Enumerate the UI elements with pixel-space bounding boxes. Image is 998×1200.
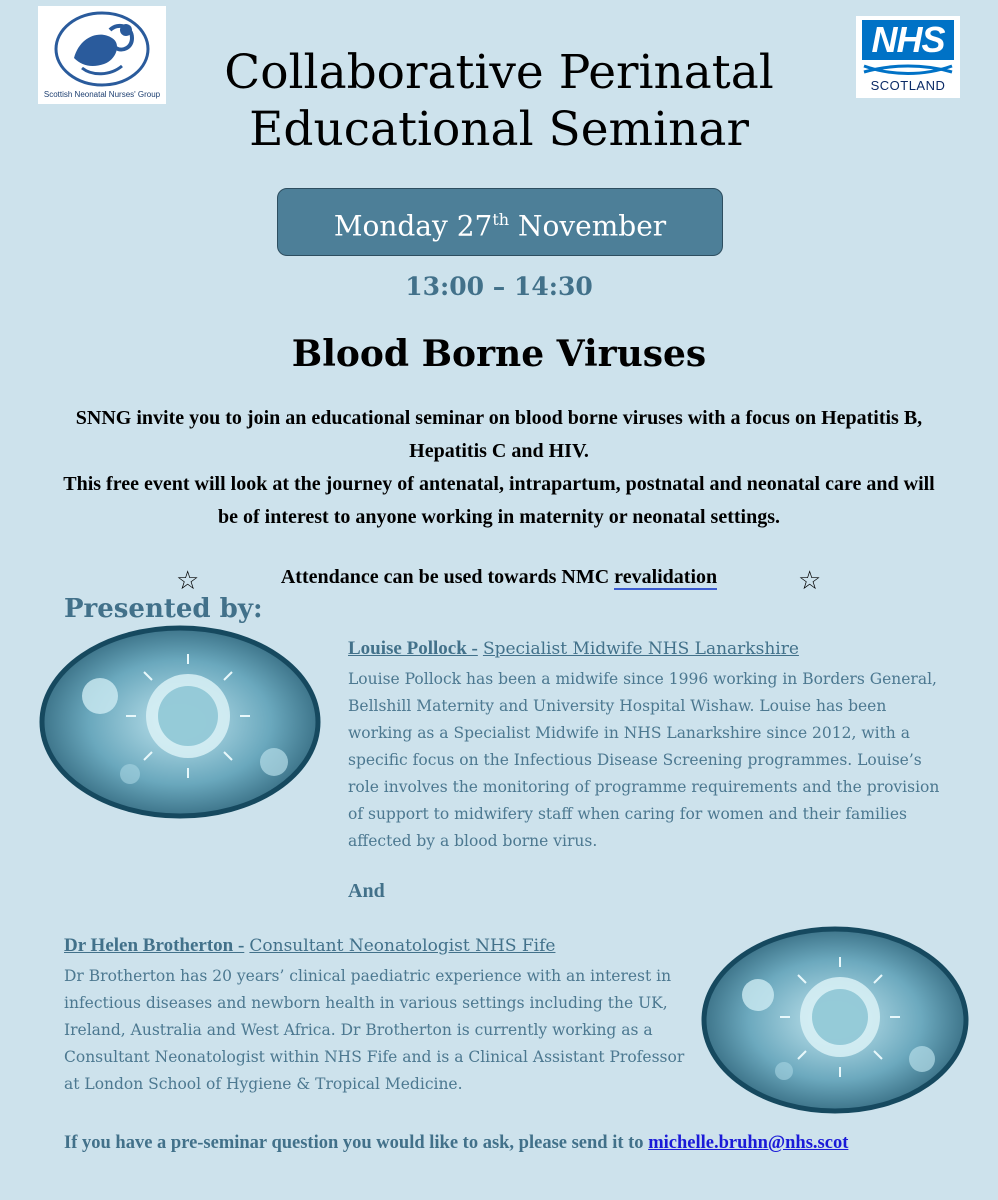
intro-paragraph-2: This free event will look at the journey of antenatal, intrapartum, postnatal and neonatal care and will be of interest to anyone working in maternity or neonatal settings. [63, 473, 935, 528]
speaker-1-role: Specialist Midwife NHS Lanarkshire [482, 639, 799, 659]
speaker-2-bio: Dr Brotherton has 20 years’ clinical paediatric experience with an interest in infectious diseases and newborn health in various settings including the UK, Ireland, Australia and West Africa. Dr Brotherton is currently working as a Consultant Neonatologist within NHS Fife and is a Clinical Assistant Professor at London School of Hygiene & Tropical Medicine. [64, 967, 685, 1093]
title-line-2: Educational Seminar [249, 102, 749, 157]
date-month: November [517, 209, 667, 243]
title-line-1: Collaborative Perinatal [224, 45, 774, 100]
speaker-1-heading [348, 638, 799, 660]
page-title [0, 44, 998, 158]
contact-email-link[interactable]: michelle.bruhn@nhs.scot [648, 1133, 849, 1153]
snng-logo-caption: Scottish Neonatal Nurses' Group [43, 90, 161, 99]
footer-text: If you have a pre-seminar question you would like to ask, please send it to [64, 1133, 644, 1153]
date-banner [277, 188, 723, 256]
star-icon-right: ☆ [798, 566, 822, 596]
intro-paragraph-1: SNNG invite you to join an educational seminar on blood borne viruses with a focus on Hepatitis B, Hepatitis C and HIV. [75, 407, 923, 462]
speaker-1-bio: Louise Pollock has been a midwife since 1996 working in Borders General, Bellshill Maternity and University Hospital Wishaw. Louise has been working as a Specialist Midwife in NHS Lanarkshire since 2012, with a specific focus on the Infectious Disease Screening programmes. Louise’s role involves the monitoring of programme requirements and the provision of support to midwifery staff when caring for women and their families affected by a blood borne virus. [348, 670, 940, 850]
nhs-logo-subtext: SCOTLAND [870, 78, 946, 93]
star-icon-left: ☆ [176, 566, 200, 596]
virus-image-2 [700, 925, 970, 1115]
virus-image-1 [38, 624, 322, 820]
intro-text [60, 402, 938, 534]
revalidation-word: revalidation [614, 566, 718, 588]
date-day: Monday 27 [333, 209, 493, 243]
speaker-2-name: Dr Helen Brotherton - [64, 935, 245, 956]
date-ordinal: th [492, 210, 510, 229]
speaker-2-role: Consultant Neonatologist NHS Fife [249, 936, 556, 956]
nhs-logo-text: NHS [862, 20, 954, 60]
contact-footer [64, 1133, 964, 1154]
speaker-1-name: Louise Pollock - [348, 638, 478, 659]
revalidation-prefix: Attendance can be used towards NMC [280, 566, 610, 588]
event-time: 13:00 – 14:30 [405, 272, 593, 301]
presented-by-heading: Presented by: [64, 594, 263, 624]
revalidation-note [0, 566, 998, 589]
and-separator: And [348, 880, 385, 902]
speaker-2-heading [64, 935, 555, 957]
seminar-subject: Blood Borne Viruses [291, 333, 707, 375]
